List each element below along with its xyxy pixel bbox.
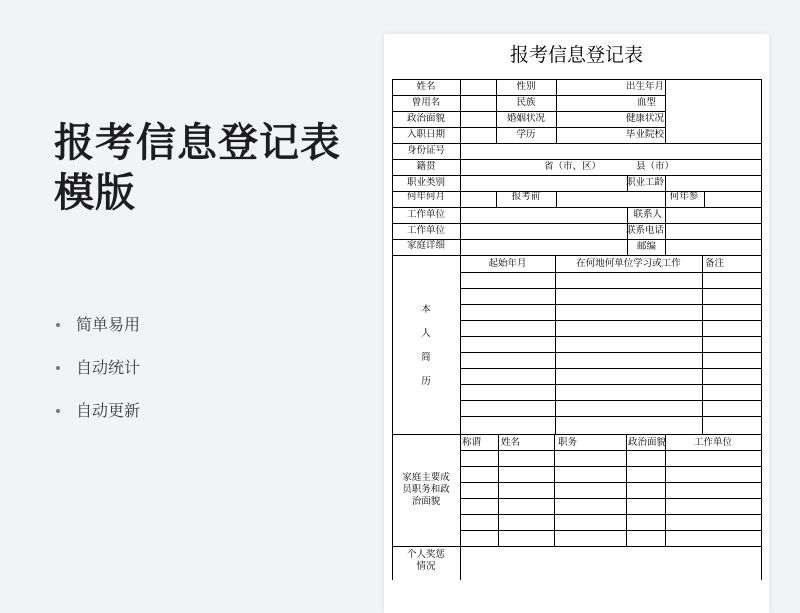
grid-line [460,482,761,483]
resume-label-3: 简 [421,352,431,363]
awards-label: 个人奖惩情况 [406,549,445,572]
feature-item: 自动更新 [56,398,140,441]
grid-line [556,191,557,208]
form-sheet [384,34,769,613]
feature-item: 简单易用 [56,312,140,355]
feature-list [56,312,140,441]
grid-line [665,175,666,192]
label-join-year: 何年参 [669,191,699,202]
grid-line [460,450,761,451]
label-gender: 性别 [516,81,536,92]
feature-item: 自动统计 [56,355,140,398]
grid-line [460,336,761,337]
label-job-category: 职业类别 [406,177,445,188]
grid-line [460,530,761,531]
label-county: 县（市） [636,161,675,172]
grid-line [392,207,761,208]
grid-line [704,191,705,208]
grid-line [665,143,761,144]
label-when: 何年何月 [406,191,445,202]
resume-label-2: 人 [421,328,431,339]
grid-line [665,207,666,256]
label-province: 省（市、区） [544,161,602,172]
label-work-unit-2: 工作单位 [406,225,445,236]
grid-line [392,143,665,144]
grid-line [392,175,761,176]
header-where: 在何地何单位学习或工作 [576,258,681,269]
grid-line [460,498,761,499]
grid-line [460,272,761,273]
grid-line [392,79,761,80]
grid-line [392,546,761,547]
grid-line [392,127,665,128]
grid-line [392,159,761,160]
label-job-years: 职业工龄 [625,177,664,188]
label-school: 毕业院校 [625,129,664,140]
grid-line [392,111,665,112]
hero-title-line2: 模版 [54,170,136,216]
grid-line [460,416,761,417]
family-label: 家庭主要成员职务和政治面貌 [402,472,450,507]
grid-line [392,255,761,256]
label-id-number: 身份证号 [406,145,445,156]
grid-line [556,79,557,144]
label-address: 家庭详细 [406,240,445,251]
grid-line [460,384,761,385]
header-family-name: 姓名 [501,437,521,448]
grid-line [626,434,627,547]
label-postcode: 邮编 [636,241,656,252]
grid-line [392,434,761,435]
label-former-name: 曾用名 [411,97,441,108]
label-political: 政治面貌 [406,113,445,124]
header-family-political: 政治面貌 [628,437,667,448]
label-blood: 血型 [636,97,656,108]
resume-label-4: 历 [421,376,431,387]
label-ethnicity: 民族 [516,97,536,108]
grid-line [460,400,761,401]
grid-line [460,288,761,289]
header-start-date: 起始年月 [488,258,527,269]
grid-line [460,514,761,515]
grid-line [498,434,499,547]
grid-line [460,79,461,580]
label-name: 姓名 [416,81,436,92]
label-before-exam: 报考前 [511,191,541,202]
label-work-unit: 工作单位 [406,209,445,220]
label-hire-date: 入职日期 [406,129,445,140]
header-note: 备注 [705,258,725,269]
label-contact: 联系人 [633,209,662,220]
form-title: 报考信息登记表 [509,44,643,66]
label-education: 学历 [516,129,536,140]
grid-line [702,255,703,435]
hero-title-line1: 报考信息登记表 [54,120,341,166]
label-marital: 婚姻状况 [506,113,545,124]
grid-line [392,223,761,224]
hero-title [54,118,374,218]
grid-line [460,320,761,321]
grid-line [460,304,761,305]
grid-line [761,79,762,580]
label-phone: 联系电话 [625,225,664,236]
resume-label-1: 本 [421,304,431,315]
grid-line [555,255,556,435]
grid-line [460,368,761,369]
label-native-place: 籍贯 [416,161,436,172]
grid-line [665,434,666,547]
grid-line [460,352,761,353]
header-duty: 职务 [558,437,578,448]
header-relation: 称谓 [462,437,482,448]
label-birth: 出生年月 [625,81,664,92]
grid-line [554,434,555,547]
grid-line [665,79,666,144]
grid-line [460,466,761,467]
label-health: 健康状况 [625,113,664,124]
grid-line [392,95,665,96]
header-family-unit: 工作单位 [693,437,732,448]
